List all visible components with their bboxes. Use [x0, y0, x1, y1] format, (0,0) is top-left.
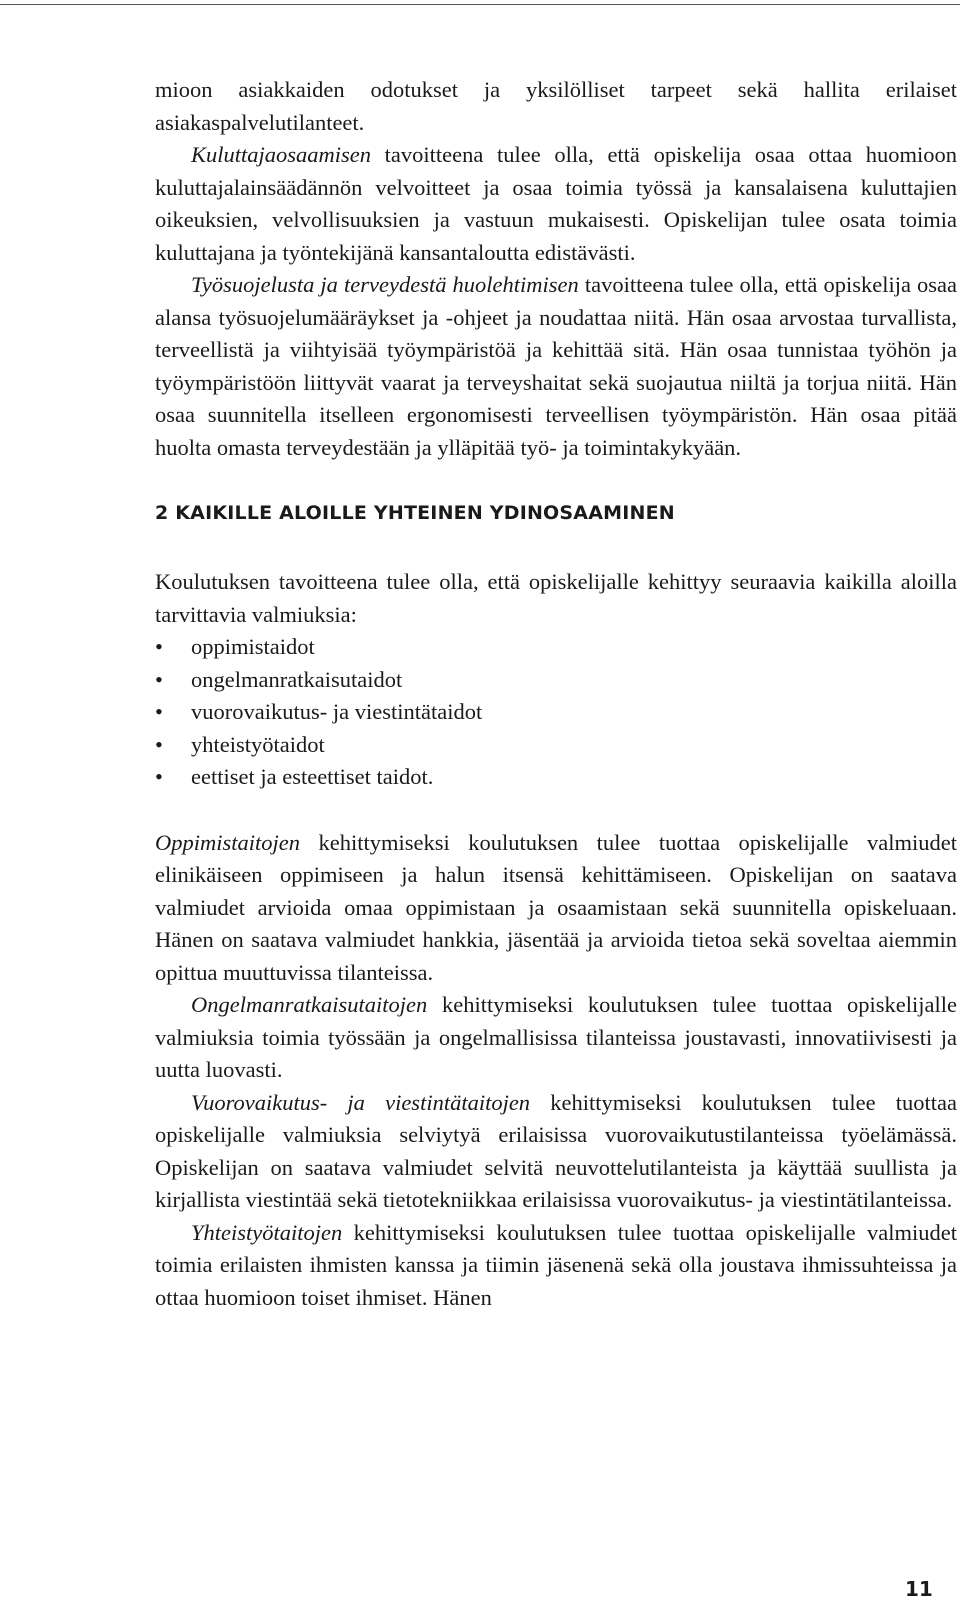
- list-item-text: oppimistaidot: [191, 634, 315, 659]
- consumer-competence-term: Kuluttajaosaamisen: [191, 142, 372, 167]
- intro-paragraph-continued: mioon asiakkaiden odotukset ja yksilölliset tarpeet sekä hallita erilaiset asiakaspalvelutilanteet.: [155, 77, 957, 135]
- communication-skills-paragraph: [155, 1087, 957, 1217]
- list-item-text: eettiset ja esteettiset taidot.: [191, 764, 434, 789]
- cooperation-skills-term: Yhteistyötaitojen: [191, 1219, 343, 1245]
- list-item: [155, 729, 957, 762]
- list-item: [155, 631, 957, 664]
- consumer-competence-paragraph: [155, 139, 957, 269]
- document-page: [155, 74, 957, 1314]
- bullet-icon: •: [155, 699, 163, 724]
- consumer-competence-text: tavoitteena tulee olla, että opiskelija osaa ottaa huomioon kuluttajalainsäädännön velvoitteet ja osaa toimia työssä ja kansalaisena kuluttajien oikeuksien, velvollisuuksien ja vastuun mukaisesti. Opiskelijan tulee osata toimia kuluttajana ja työntekijänä kansantaloutta edistävästi.: [155, 142, 957, 265]
- communication-skills-text: kehittymiseksi koulutuksen tulee tuottaa opiskelijalle valmiuksia selviytyä erilaisissa vuorovaikutustilanteissa työelämässä. Opiskelijan on saatava valmiudet selvitä neuvottelutilanteista ja käyttää suullista ja kirjallista viestintää sekä tietotekniikkaa erilaisissa vuorovaikutus- ja viestintätilanteissa.: [155, 1089, 957, 1212]
- bullet-icon: •: [155, 764, 163, 789]
- section-heading: 2 KAIKILLE ALOILLE YHTEINEN YDINOSAAMINEN: [155, 502, 675, 524]
- list-item-text: yhteistyötaidot: [191, 731, 325, 757]
- list-item-text: vuorovaikutus- ja viestintätaidot: [191, 699, 483, 724]
- learning-skills-paragraph: [155, 827, 957, 990]
- list-item: [155, 664, 957, 697]
- cooperation-skills-text: kehittymiseksi koulutuksen tulee tuottaa opiskelijalle valmiudet toimia erilaisten ihmisten kanssa ja tiimin jäsenenä sekä olla joustava ihmissuhteissa ja ottaa huomioon toiset ihmiset. Hänen: [155, 1219, 957, 1310]
- page-number: 11: [905, 1577, 933, 1601]
- cooperation-skills-paragraph: [155, 1217, 957, 1315]
- problem-solving-term: Ongelmanratkaisutaitojen: [191, 992, 428, 1017]
- learning-skills-text: kehittymiseksi koulutuksen tulee tuottaa opiskelijalle valmiudet elinikäiseen oppimiseen ja halun itsensä kehittämiseen. Opiskelijan on saatava valmiudet arvioida omaa oppimistaan ja osaamistaan sekä suunnitella opiskeluaan. Hänen on saatava valmiudet hankkia, jäsentää ja arvioida tietoa sekä soveltaa aiemmin opittua muuttuvissa tilanteissa.: [155, 829, 957, 985]
- problem-solving-text: kehittymiseksi koulutuksen tulee tuottaa opiskelijalle valmiuksia toimia työssään ja ongelmallisissa tilanteissa joustavasti, innovatiivisesti ja uutta luovasti.: [155, 992, 957, 1082]
- learning-skills-term: Oppimistaitojen: [155, 829, 300, 855]
- bullet-icon: •: [155, 731, 163, 757]
- problem-solving-paragraph: [155, 989, 957, 1087]
- bullet-icon: •: [155, 634, 163, 659]
- section-lead-paragraph: Koulutuksen tavoitteena tulee olla, että opiskelijalle kehittyy seuraavia kaikilla aloilla tarvittavia valmiuksia:: [155, 569, 957, 627]
- occupational-safety-term: Työsuojelusta ja terveydestä huolehtimisen: [191, 272, 579, 297]
- list-item-text: ongelmanratkaisutaidot: [191, 666, 403, 692]
- list-item: [155, 761, 957, 794]
- top-rule: [0, 4, 960, 5]
- list-item: [155, 696, 957, 729]
- bullet-icon: •: [155, 666, 163, 692]
- occupational-safety-text: tavoitteena tulee olla, että opiskelija osaa alansa työsuojelumääräykset ja -ohjeet ja noudattaa niitä. Hän osaa arvostaa turvallista, terveellistä ja viihtyisää työympäristöä ja kehittää sitä. Hän osaa tunnistaa työhön ja työympäristöön liittyvät vaarat ja terveyshaitat sekä suojautua niiltä ja torjua niitä. Hän osaa suunnitella itselleen ergonomisesti terveellisen työympäristön. Hän osaa pitää huolta omasta terveydestään ja ylläpitää työ- ja toimintakykyään.: [155, 272, 957, 460]
- occupational-safety-paragraph: [155, 269, 957, 464]
- skills-bullet-list: [155, 631, 957, 794]
- communication-skills-term: Vuorovaikutus- ja viestintätaitojen: [191, 1089, 531, 1115]
